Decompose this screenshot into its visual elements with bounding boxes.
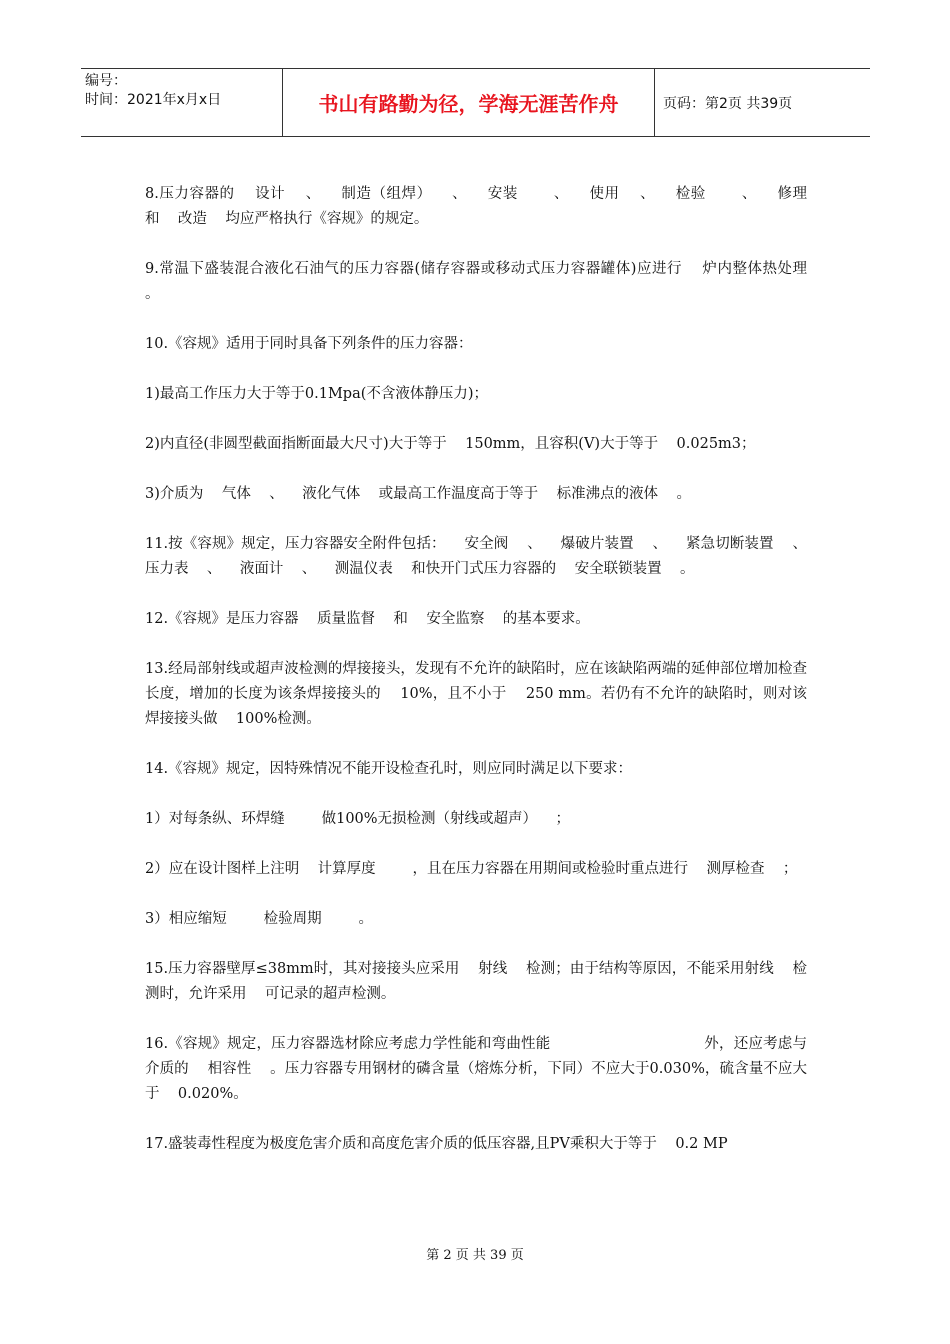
paragraph-10-item-3: 3)介质为 气体 、 液化气体 或最高工作温度高于等于 标准沸点的液体 。: [145, 486, 691, 502]
paragraph-12: 12.《容规》是压力容器 质量监督 和 安全监察 的基本要求。: [145, 611, 590, 627]
paragraph-9: 9.常温下盛装混合液化石油气的压力容器(储存容器或移动式压力容器罐体)应进行 炉内整体热处理 。: [145, 261, 826, 302]
page-footer: 第 2 页 共 39 页: [426, 1248, 524, 1263]
paragraph-13: 13.经局部射线或超声波检测的焊接接头，发现有不允许的缺陷时，应在该缺陷两端的延伸部位增加检查长度，增加的长度为该条焊接接头的 10%，且不小于 250 mm。若仍有不允许的缺陷时，则对该焊接接头做 100%检测。: [145, 661, 807, 727]
paragraph-17: 17.盛装毒性程度为极度危害介质和高度危害介质的低压容器,且PV乘积大于等于 0.2 MP: [145, 1136, 728, 1152]
document-date: 时间：2021年x月x日: [85, 92, 222, 108]
paragraph-16: 16.《容规》规定，压力容器选材除应考虑力学性能和弯曲性能 外，还应考虑与介质的 相容性 。压力容器专用钢材的磷含量（熔炼分析，下同）不应大于0.030%，硫含量不应大于 0.020%。: [145, 1036, 807, 1102]
document-body: [145, 182, 840, 1182]
paragraph-15: 15.压力容器壁厚≤38mm时，其对接接头应采用 射线 检测；由于结构等原因，不能采用射线 检测时，允许采用 可记录的超声检测。: [145, 961, 807, 1002]
paragraph-14-item-2: 2）应在设计图样上注明 计算厚度 ，且在压力容器在用期间或检验时重点进行 测厚检查 ；: [145, 861, 798, 877]
paragraph-10-item-2: 2)内直径(非圆型截面指断面最大尺寸)大于等于 150mm，且容积(V)大于等于 0.025m3；: [145, 436, 756, 452]
paragraph-10: 10.《容规》适用于同时具备下列条件的压力容器：: [145, 336, 473, 352]
paragraph-8: 8.压力容器的 设计 、 制造（组焊） 、 安装 、 使用 、 检验 、 修理 和 改造 均应严格执行《容规》的规定。: [145, 186, 840, 227]
header-page-info: 页码：第2页 共39页: [663, 95, 793, 112]
page-header: [81, 68, 870, 137]
header-meta: [81, 69, 283, 136]
paragraph-14-item-3: 3）相应缩短 检验周期 。: [145, 911, 373, 927]
paragraph-10-item-1: 1)最高工作压力大于等于0.1Mpa(不含液体静压力)；: [145, 386, 489, 402]
paragraph-14: 14.《容规》规定，因特殊情况不能开设检查孔时，则应同时满足以下要求：: [145, 761, 633, 777]
paragraph-14-item-1: 1）对每条纵、环焊缝 做100%无损检测（射线或超声） ；: [145, 811, 570, 827]
paragraph-11: 11.按《容规》规定，压力容器安全附件包括： 安全阀 、 爆破片装置 、 紧急切断装置 、 压力表 、 液面计 、 测温仪表 和快开门式压力容器的 安全联锁装置 。: [145, 536, 826, 577]
header-motto: 书山有路勤为径，学海无涯苦作舟: [283, 69, 655, 136]
document-number: 编号：: [85, 73, 127, 89]
